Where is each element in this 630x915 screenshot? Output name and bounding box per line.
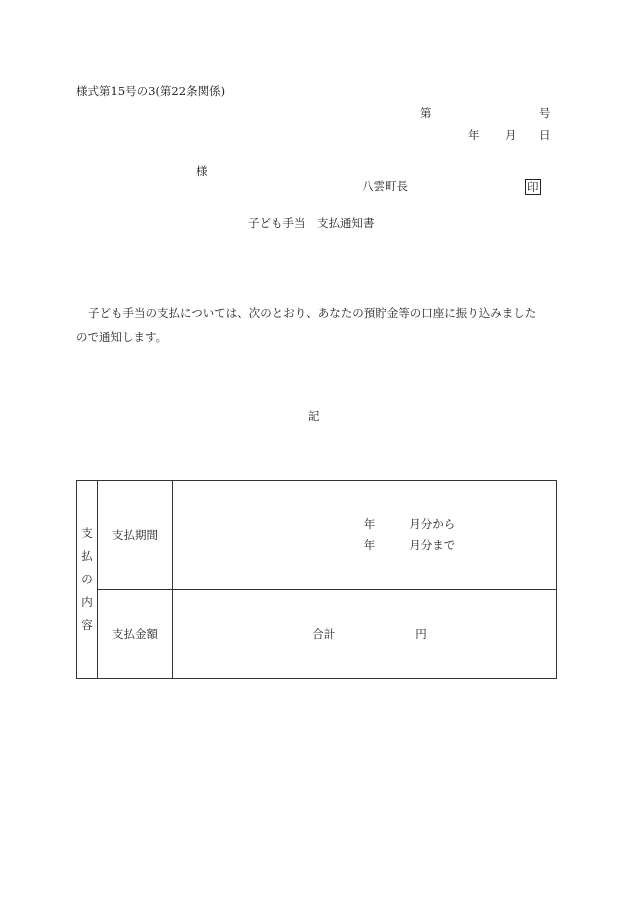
amount-total-label: 合計 xyxy=(312,627,336,641)
section-label-char: 内 xyxy=(81,595,93,609)
section-label xyxy=(77,481,98,679)
payment-amount-row xyxy=(77,590,557,679)
period-to-month: 月分まで xyxy=(409,538,456,552)
document-title: 子ども手当 支払通知書 xyxy=(248,216,375,230)
seal-mark xyxy=(525,179,541,195)
period-from-year: 年 xyxy=(363,517,376,531)
body-paragraph xyxy=(76,301,556,349)
body-line-2: ので通知します。 xyxy=(76,330,168,344)
ki-heading: 記 xyxy=(308,409,320,423)
date-day: 日 xyxy=(539,128,551,142)
issue-number-prefix: 第 xyxy=(420,106,432,120)
period-value xyxy=(173,481,557,590)
amount-value xyxy=(173,590,557,679)
section-label-char: 容 xyxy=(81,618,93,632)
issuer-title: 八雲町長 xyxy=(362,179,408,193)
seal-label: 印 xyxy=(527,180,539,194)
date-year: 年 xyxy=(468,128,480,142)
payment-details-table xyxy=(76,480,557,679)
amount-label: 支払金額 xyxy=(98,590,173,679)
body-line-1: 子ども手当の支払については、次のとおり、あなたの預貯金等の口座に振り込みました xyxy=(88,306,537,320)
section-label-char: 払 xyxy=(81,549,93,563)
issue-number-suffix: 号 xyxy=(539,106,551,120)
period-to xyxy=(173,535,556,556)
period-label: 支払期間 xyxy=(98,481,173,590)
period-from xyxy=(173,514,556,535)
payment-period-row xyxy=(77,481,557,590)
section-label-char: の xyxy=(81,572,93,586)
period-from-month: 月分から xyxy=(409,517,456,531)
addressee-suffix: 様 xyxy=(196,164,208,178)
section-label-char: 支 xyxy=(81,526,93,540)
form-number: 様式第15号の3(第22条関係) xyxy=(76,84,226,98)
amount-yen: 円 xyxy=(415,627,427,641)
date-month: 月 xyxy=(505,128,517,142)
period-to-year: 年 xyxy=(363,538,376,552)
